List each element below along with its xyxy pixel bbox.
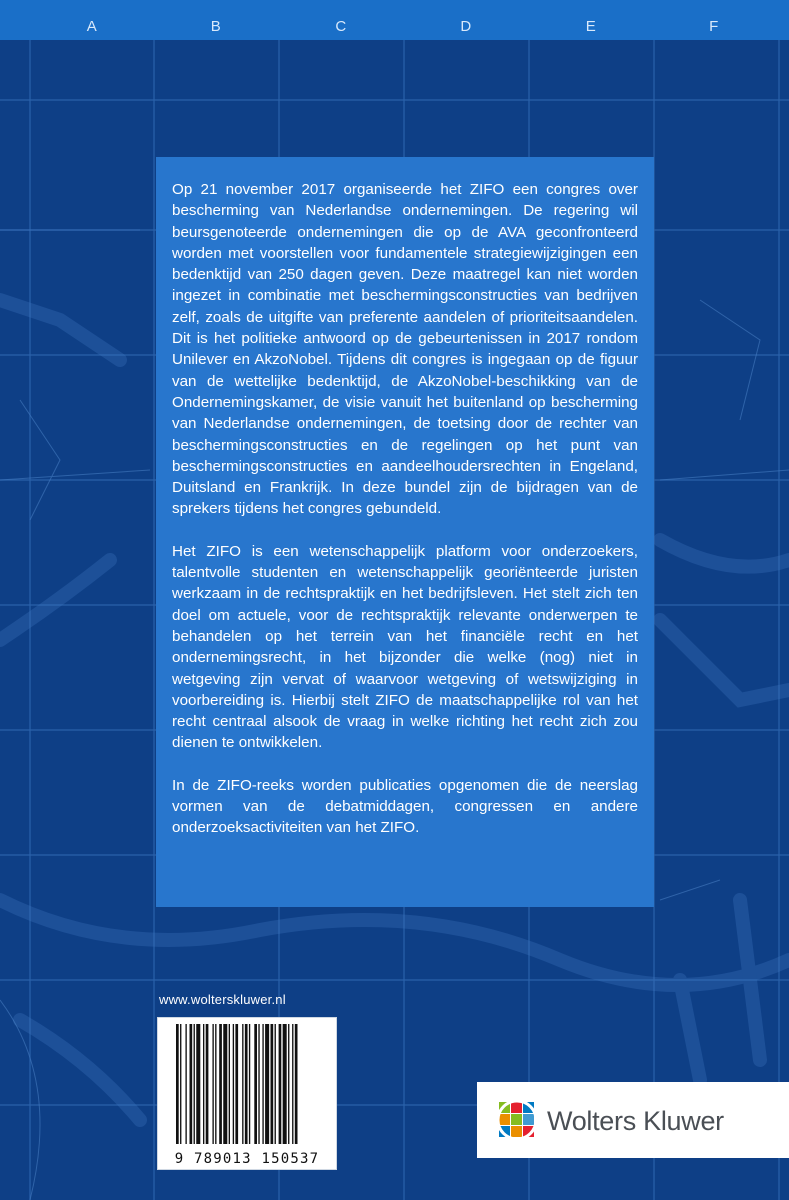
barcode-bar xyxy=(194,1024,195,1144)
publisher-logo xyxy=(477,1082,789,1158)
barcode-bar xyxy=(271,1024,274,1144)
barcode-bars xyxy=(176,1024,326,1144)
isbn-barcode xyxy=(157,1017,337,1170)
grid-letter: E xyxy=(585,18,597,35)
description-paragraph: Het ZIFO is een wetenschappelijk platform voor onderzoekers, talentvolle studenten en wetenschappelijk georiënteerde juristen werkzaam in de rechtspraktijk en het bedrijfsleven. Het stelt zich ten doel om actuele, voor de rechtspraktijk relevante onderwerpen te behandelen op het terrein van het financiële recht en het ondernemingsrecht, in het bijzonder die welke (nog) niet in wetgeving zijn vervat of waarvoor wetgeving of wetswijziging in voorbereiding is. Hierbij stelt ZIFO de maatschappelijke rol van het recht centraal alsook de vraag in welke richting het recht zich zou dienen te ontwikkelen. xyxy=(172,542,638,752)
barcode-bar xyxy=(242,1024,243,1144)
barcode-bar xyxy=(203,1024,204,1144)
barcode-bar xyxy=(288,1024,289,1144)
barcode-bar xyxy=(283,1024,287,1144)
description-paragraph: In de ZIFO-reeks worden publicaties opgenomen die de neerslag vormen van de debatmiddagen, congressen en andere onderzoeksactiviteiten van het ZIFO. xyxy=(172,776,638,837)
description-panel xyxy=(156,157,654,907)
grid-letter: C xyxy=(335,18,347,35)
barcode-bar xyxy=(223,1024,227,1144)
grid-letter: F xyxy=(709,18,719,35)
barcode-bar xyxy=(233,1024,234,1144)
grid-header-strip xyxy=(0,0,789,40)
publisher-name: Wolters Kluwer xyxy=(547,1106,724,1136)
barcode-bar xyxy=(275,1024,276,1144)
barcode-bar xyxy=(249,1024,250,1144)
barcode-number: 9 789013 150537 xyxy=(174,1151,320,1167)
barcode-bar xyxy=(262,1024,263,1144)
barcode-bar xyxy=(215,1024,216,1144)
barcode-bar xyxy=(196,1024,200,1144)
barcode-bar xyxy=(292,1024,293,1144)
grid-letter: D xyxy=(460,18,472,35)
barcode-bar xyxy=(254,1024,257,1144)
barcode-bar xyxy=(265,1024,269,1144)
barcode-bar xyxy=(245,1024,248,1144)
barcode-bar xyxy=(206,1024,209,1144)
grid-letter: B xyxy=(210,18,222,35)
barcode-bar xyxy=(295,1024,298,1144)
barcode-bar xyxy=(176,1024,179,1144)
description-paragraph: Op 21 november 2017 organiseerde het ZIFO een congres over bescherming van Nederlandse ondernemingen. De regering wil beursgenoteerde ondernemingen die op de AVA geconfronteerd worden met voorstellen voor fundamentele strategiewijzigingen een bedenktijd van 250 dagen geven. Deze maatregel kan niet worden ingezet in combinatie met beschermingsconstructies van bedrijven zelf, zoals de uitgifte van preferente aandelen of prioriteitsaandelen. Dit is het politieke antwoord op de gebeurtenissen in 2017 rondom Unilever en AkzoNobel. Tijdens dit congres is ingegaan op de figuur van de wettelijke bedenktijd, de AkzoNobel-beschikking van de Ondernemingskamer, de visie vanuit het buitenland op bescherming van Nederlandse ondernemingen, de toetsing door de rechter van beschermingsconstructies en de regelingen op het punt van beschermingsconstructies en aandeelhoudersrechten in Engeland, Duitsland en Frankrijk. In deze bundel zijn de bijdragen van de sprekers tijdens het congres gebundeld. xyxy=(172,181,638,518)
barcode-bar xyxy=(212,1024,213,1144)
barcode-bar xyxy=(219,1024,222,1144)
barcode-bar xyxy=(229,1024,230,1144)
barcode-bar xyxy=(185,1024,186,1144)
barcode-bar xyxy=(180,1024,181,1144)
grid-letter: A xyxy=(86,18,98,35)
barcode-bar xyxy=(279,1024,282,1144)
wolters-kluwer-mosaic-icon xyxy=(497,1100,537,1140)
barcode-bar xyxy=(190,1024,193,1144)
barcode-bar xyxy=(258,1024,259,1144)
barcode-bar xyxy=(235,1024,238,1144)
website-link[interactable]: www.wolterskluwer.nl xyxy=(159,992,286,1007)
